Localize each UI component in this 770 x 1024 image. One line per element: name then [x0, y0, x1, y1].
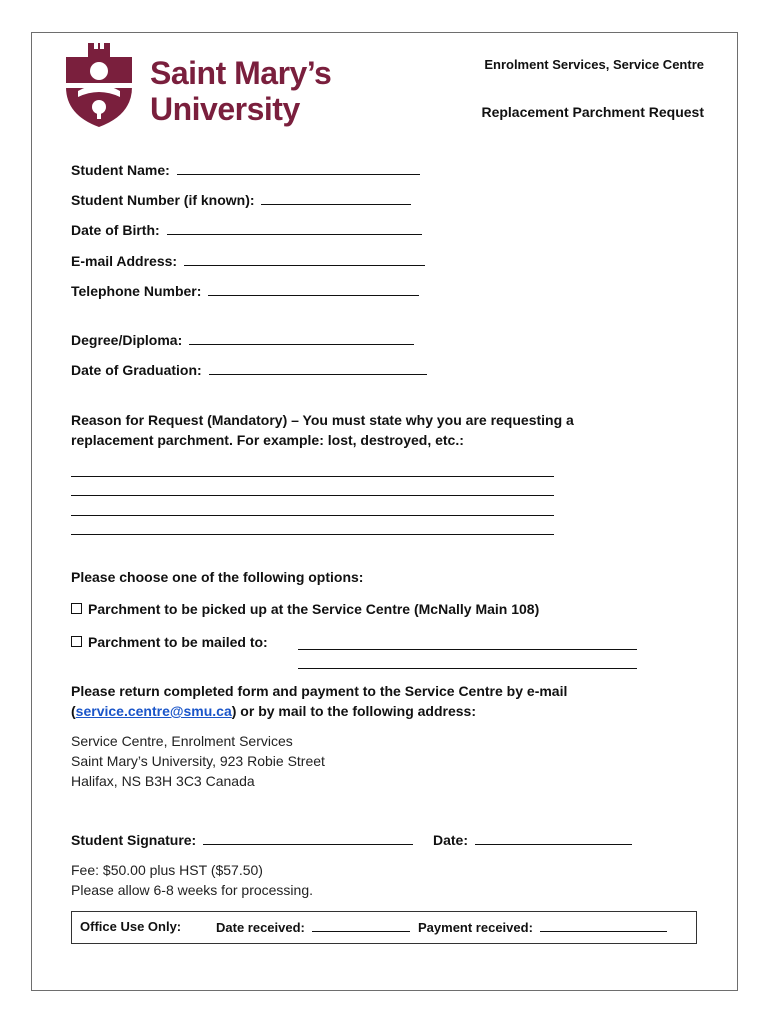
reason-line-1: Reason for Request (Mandatory) – You must state why you are requesting a — [71, 412, 574, 428]
signature-label: Student Signature: — [71, 832, 197, 848]
office-name: Enrolment Services, Service Centre — [484, 57, 704, 72]
mail-address-line-2[interactable] — [298, 668, 637, 669]
options-heading: Please choose one of the following options: — [71, 569, 364, 585]
fee-line-1: Fee: $50.00 plus HST ($57.50) — [71, 862, 263, 878]
fee-line-2: Please allow 6-8 weeks for processing. — [71, 882, 314, 898]
reason-answer-line-1[interactable] — [71, 476, 554, 477]
email-label: E-mail Address: — [71, 253, 178, 269]
degree-row — [71, 332, 414, 348]
email-row — [71, 253, 425, 269]
telephone-label: Telephone Number: — [71, 283, 202, 299]
signature-field[interactable] — [203, 832, 413, 845]
degree-label: Degree/Diploma: — [71, 332, 183, 348]
address-line-2: Saint Mary’s University, 923 Robie Street — [71, 753, 325, 769]
open-paren: ( — [71, 703, 76, 719]
dob-label: Date of Birth: — [71, 222, 160, 238]
reason-answer-line-2[interactable] — [71, 495, 554, 496]
email-field[interactable] — [184, 253, 425, 266]
mail-checkbox[interactable] — [71, 636, 82, 647]
pickup-option[interactable] — [71, 601, 539, 617]
signature-row — [71, 832, 413, 848]
student-number-field[interactable] — [261, 192, 411, 205]
signature-date-field[interactable] — [475, 832, 632, 845]
payment-received-field[interactable] — [540, 919, 667, 932]
student-name-field[interactable] — [177, 162, 420, 175]
grad-date-label: Date of Graduation: — [71, 362, 202, 378]
dob-field[interactable] — [167, 222, 422, 235]
telephone-row — [71, 283, 419, 299]
reason-answer-line-4[interactable] — [71, 534, 554, 535]
payment-received-row — [418, 919, 667, 935]
date-received-field[interactable] — [312, 919, 410, 932]
date-received-row — [216, 919, 410, 935]
grad-date-field[interactable] — [209, 362, 427, 375]
return-line-2-rest: ) or by mail to the following address: — [231, 703, 476, 719]
pickup-label: Parchment to be picked up at the Service Centre (McNally Main 108) — [88, 601, 540, 617]
mail-label: Parchment to be mailed to: — [88, 634, 268, 650]
student-name-label: Student Name: — [71, 162, 170, 178]
form-title: Replacement Parchment Request — [481, 104, 704, 120]
address-line-3: Halifax, NS B3H 3C3 Canada — [71, 773, 255, 789]
office-use-label: Office Use Only: — [80, 919, 182, 934]
student-number-label: Student Number (if known): — [71, 192, 255, 208]
grad-date-row — [71, 362, 427, 378]
address-line-1: Service Centre, Enrolment Services — [71, 733, 293, 749]
telephone-field[interactable] — [208, 283, 419, 296]
reason-line-2: replacement parchment. For example: lost, destroyed, etc.: — [71, 432, 464, 448]
service-centre-email-link[interactable]: service.centre@smu.ca — [75, 703, 232, 719]
degree-field[interactable] — [189, 332, 414, 345]
dob-row — [71, 222, 422, 238]
mail-address-line-1[interactable] — [298, 649, 637, 650]
shield-crest-icon — [66, 43, 132, 127]
student-number-row — [71, 192, 411, 208]
payment-received-label: Payment received: — [418, 920, 533, 935]
date-received-label: Date received: — [216, 920, 305, 935]
return-line-2 — [71, 703, 476, 719]
signature-date-label: Date: — [433, 832, 469, 848]
return-line-1: Please return completed form and payment to the Service Centre by e-mail — [71, 683, 568, 699]
pickup-checkbox[interactable] — [71, 603, 82, 614]
student-name-row — [71, 162, 420, 178]
signature-date-row — [433, 832, 632, 848]
mail-option[interactable] — [71, 634, 268, 650]
reason-answer-line-3[interactable] — [71, 515, 554, 516]
logo-line-2: University — [150, 91, 300, 127]
logo-line-1: Saint Mary’s — [150, 55, 332, 91]
